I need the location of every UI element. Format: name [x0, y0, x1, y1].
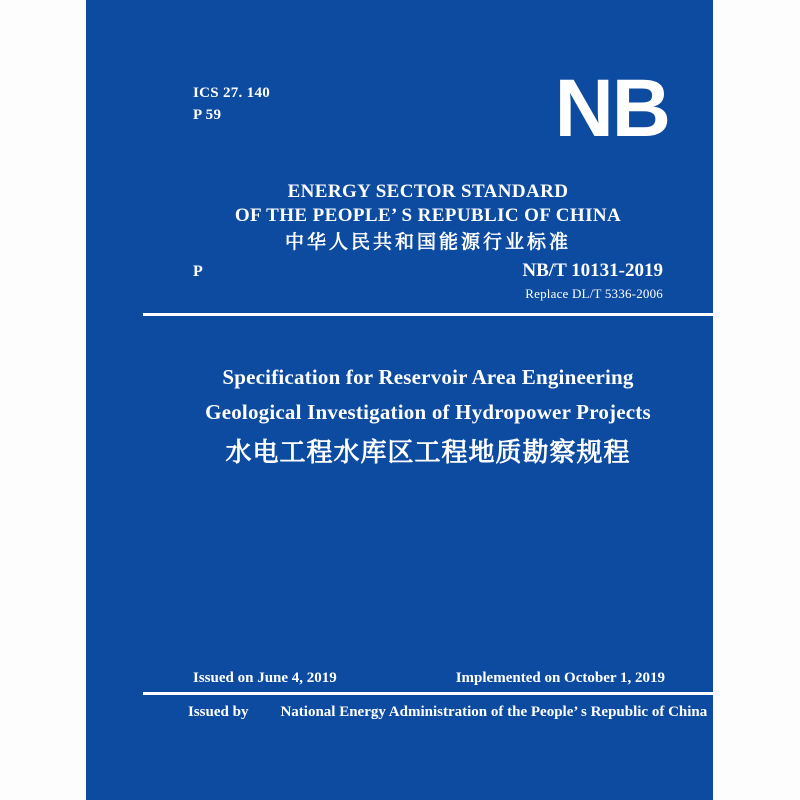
- replaces-note: Replace DL/T 5336-2006: [525, 286, 663, 301]
- divider-line-top: [143, 313, 713, 316]
- dates-row: [193, 668, 665, 688]
- standard-heading: [143, 180, 713, 256]
- doc-class-letter: P: [193, 263, 203, 280]
- divider-line-bottom: [143, 692, 713, 695]
- heading-line-2: OF THE PEOPLE’ S REPUBLIC OF CHINA: [234, 205, 622, 226]
- implemented-date: Implemented on October 1, 2019: [455, 670, 665, 686]
- issued-by-label: Issued by: [188, 704, 249, 720]
- issued-date: Issued on June 4, 2019: [193, 670, 337, 686]
- ics-code: ICS 27. 140: [193, 85, 271, 101]
- document-title: [143, 360, 713, 474]
- ics-classification: [193, 82, 270, 126]
- nb-logo: NB: [554, 63, 669, 154]
- issuer-name: National Energy Administration of the People’ s Republic of China: [280, 704, 708, 720]
- title-line-1: Specification for Reservoir Area Engineering: [222, 365, 634, 389]
- heading-line-1: ENERGY SECTOR STANDARD: [287, 181, 569, 202]
- standard-number: NB/T 10131-2019: [522, 260, 663, 281]
- p-class-code: P 59: [193, 107, 222, 123]
- title-chinese: 水电工程水库区工程地质勘察规程: [225, 438, 631, 467]
- heading-chinese: 中华人民共和国能源行业标准: [284, 232, 571, 253]
- standard-cover-page: [86, 0, 713, 800]
- issuer-row: [188, 701, 713, 723]
- title-line-2: Geological Investigation of Hydropower Projects: [205, 400, 651, 424]
- standard-code-block: [522, 260, 663, 302]
- cover-content: [143, 0, 713, 800]
